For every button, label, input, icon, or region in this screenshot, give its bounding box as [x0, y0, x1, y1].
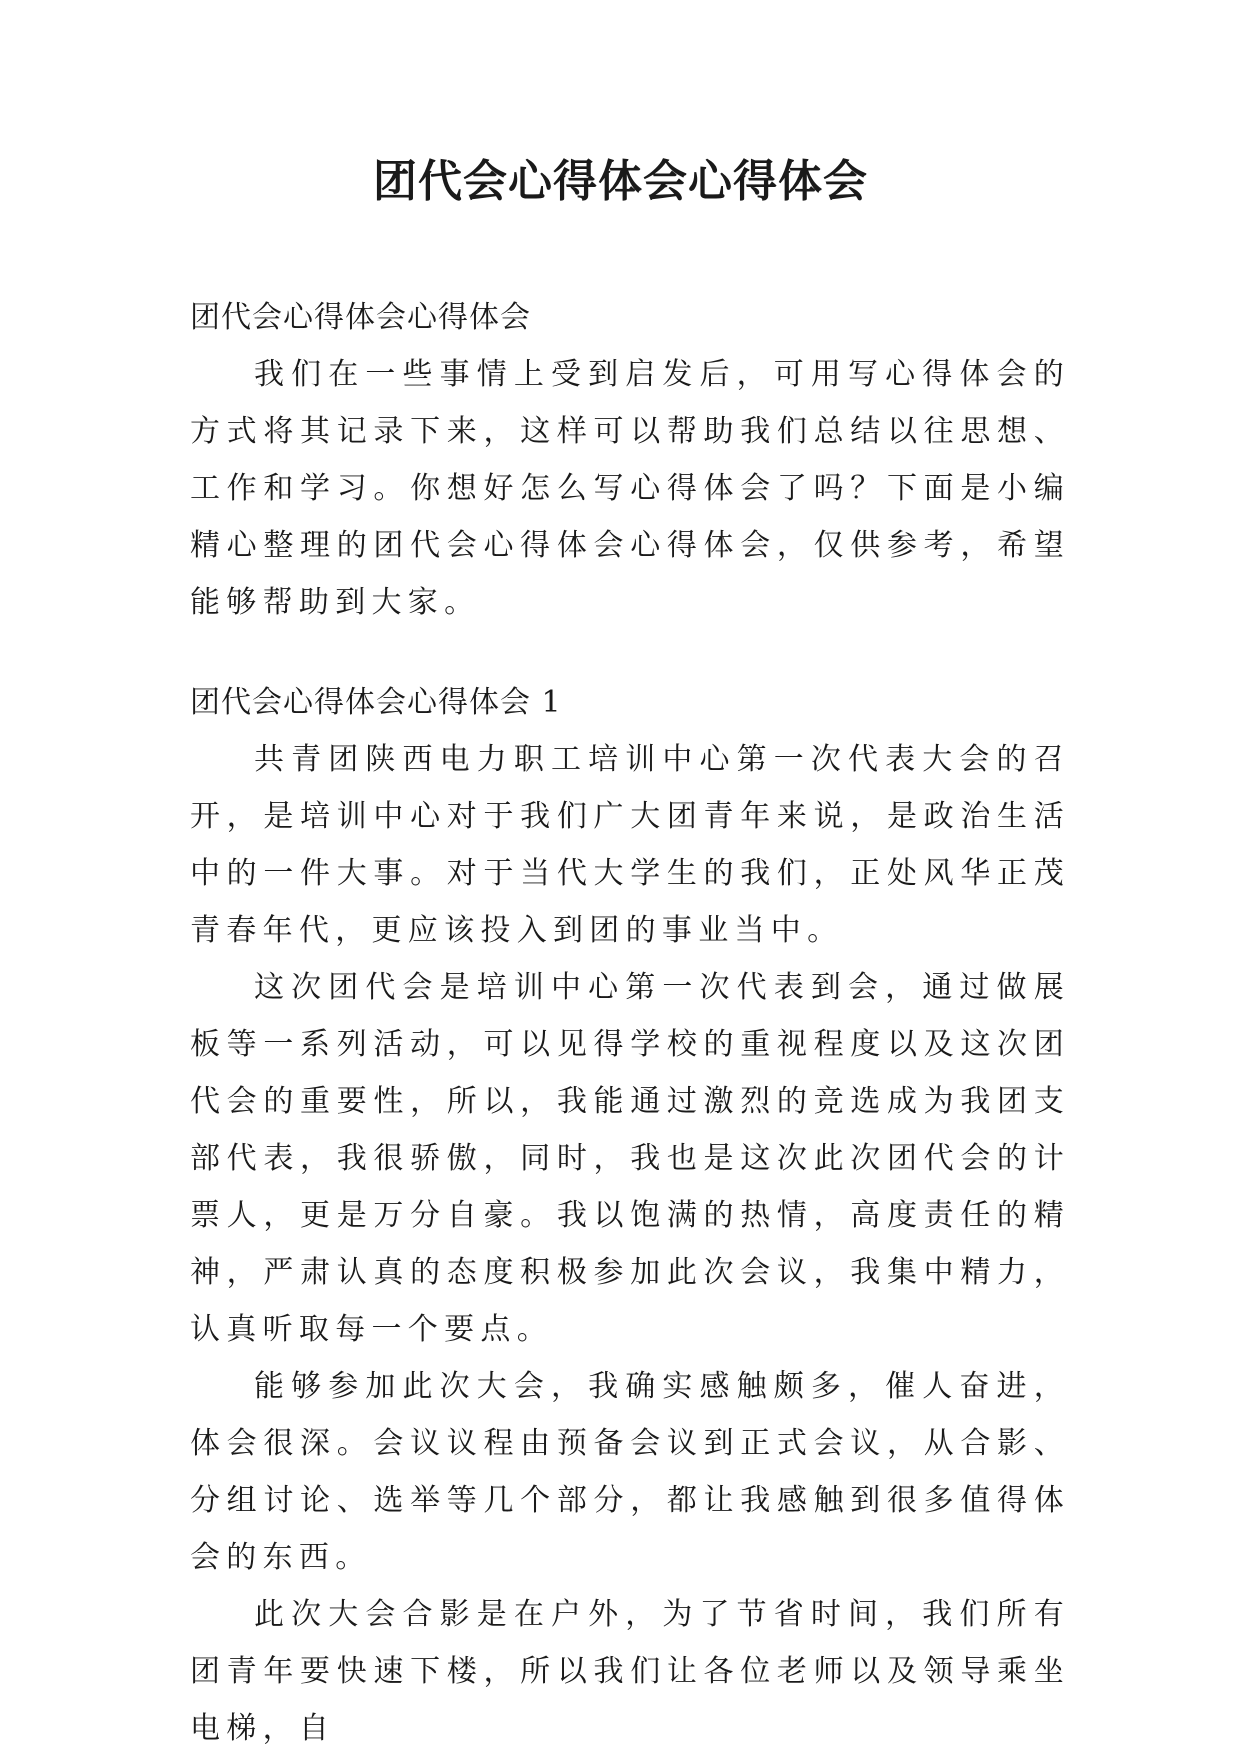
body-paragraph: 这次团代会是培训中心第一次代表到会，通过做展板等一系列活动，可以见得学校的重视程度以及这次团代会的重要性，所以，我能通过激烈的竞选成为我团支部代表，我很骄傲，同时，我也是这次此次团代会的计票人，更是万分自豪。我以饱满的热情，高度责任的精神，严肃认真的态度积极参加此次会议，我集中精力，认真听取每一个要点。	[190, 970, 1070, 1347]
intro-heading: 团代会心得体会心得体会	[190, 300, 531, 335]
body-paragraph: 能够参加此次大会，我确实感触颇多，催人奋进，体会很深。会议议程由预备会议到正式会议，从合影、分组讨论、选举等几个部分，都让我感触到很多值得体会的东西。	[190, 1369, 1070, 1575]
body-paragraph: 此次大会合影是在户外，为了节省时间，我们所有团青年要快速下楼，所以我们让各位老师以及领导乘坐电梯，自	[190, 1597, 1070, 1746]
document-title: 团代会心得体会心得体会	[373, 156, 868, 207]
document-body	[190, 290, 1070, 1757]
section-heading: 团代会心得体会心得体会 1	[190, 685, 562, 720]
body-paragraph: 共青团陕西电力职工培训中心第一次代表大会的召开，是培训中心对于我们广大团青年来说，是政治生活中的一件大事。对于当代大学生的我们，正处风华正茂青春年代，更应该投入到团的事业当中。	[190, 742, 1070, 948]
section-spacer	[190, 631, 1070, 675]
intro-paragraph: 我们在一些事情上受到启发后，可用写心得体会的方式将其记录下来，这样可以帮助我们总结以往思想、工作和学习。你想好怎么写心得体会了吗？下面是小编精心整理的团代会心得体会心得体会，仅供参考，希望能够帮助到大家。	[190, 357, 1070, 620]
